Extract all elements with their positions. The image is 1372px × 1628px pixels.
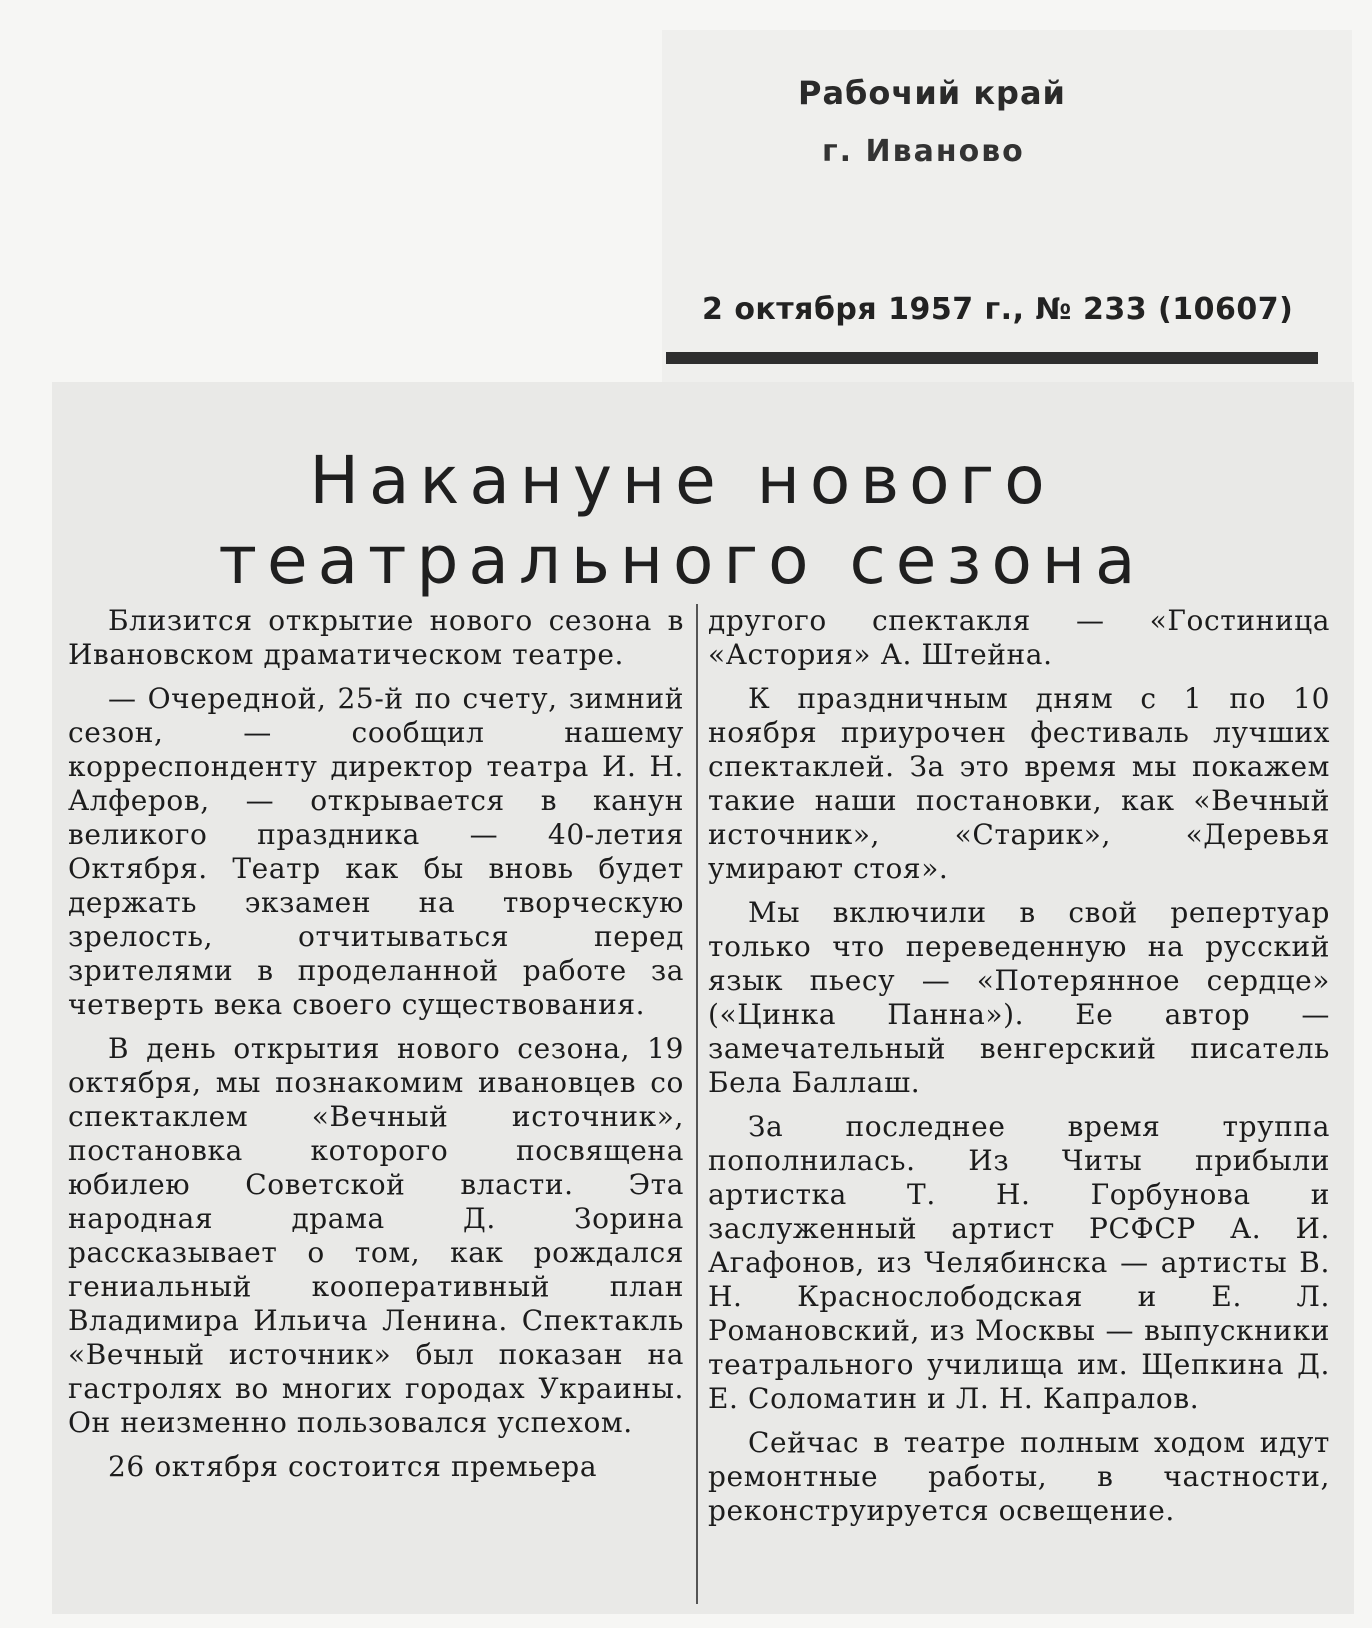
paragraph: другого спектакля — «Гостиница «Астория» А. Штейна.	[708, 604, 1330, 671]
masthead-clipping	[662, 30, 1352, 382]
newspaper-city: г. Иваново	[822, 134, 1025, 169]
newspaper-name: Рабочий край	[798, 74, 1066, 112]
masthead-rule	[666, 352, 1318, 364]
headline-line-1: Накануне нового	[309, 442, 1055, 519]
article-left-column	[68, 604, 684, 1494]
paragraph: Мы включили в свой репертуар только что переведенную на русский язык пьесу — «Потерянное сердце» («Цинка Панна»). Ее автор — замечательный венгерский писатель Бела Баллаш.	[708, 896, 1330, 1099]
article-right-column	[708, 604, 1330, 1538]
paragraph: За последнее время труппа пополнилась. Из Читы прибыли артистка Т. Н. Горбунова и заслуженный артист РСФСР А. И. Агафонов, из Челябинска — артисты В. Н. Краснослободская и Е. Л. Романовский, из Москвы — выпускники театрального училища им. Щепкина Д. Е. Соломатин и Л. Н. Капралов.	[708, 1110, 1330, 1415]
paragraph: В день открытия нового сезона, 19 октября, мы познакомим ивановцев со спектаклем «Вечный источник», постановка которого посвящена юбилею Советской власти. Эта народная драма Д. Зорина рассказывает о том, как рождался гениальный кооперативный план Владимира Ильича Ленина. Спектакль «Вечный источник» был показан на гастролях во многих городах Украины. Он неизменно пользовался успехом.	[68, 1032, 684, 1439]
article-clipping	[52, 382, 1354, 1614]
paragraph: — Очередной, 25-й по счету, зимний сезон, — сообщил нашему корреспонденту директор театра И. Н. Алферов, — открывается в канун великого праздника — 40-летия Октября. Театр как бы вновь будет держать экзамен на творческую зрелость, отчитываться перед зрителями в проделанной работе за четверть века своего существования.	[68, 682, 684, 1021]
paragraph: Близится открытие нового сезона в Ивановском драматическом театре.	[68, 604, 684, 671]
paragraph: Сейчас в театре полным ходом идут ремонтные работы, в частности, реконструируется освещение.	[708, 1426, 1330, 1527]
paragraph: К праздничным дням с 1 по 10 ноября приурочен фестиваль лучших спектаклей. За это время мы покажем такие наши постановки, как «Вечный источник», «Старик», «Деревья умирают стоя».	[708, 682, 1330, 885]
headline-line-2: театрального сезона	[218, 522, 1146, 599]
column-divider	[696, 604, 698, 1604]
issue-date-number: 2 октября 1957 г., № 233 (10607)	[702, 292, 1294, 327]
paragraph: 26 октября состоится премьера	[108, 1450, 598, 1483]
